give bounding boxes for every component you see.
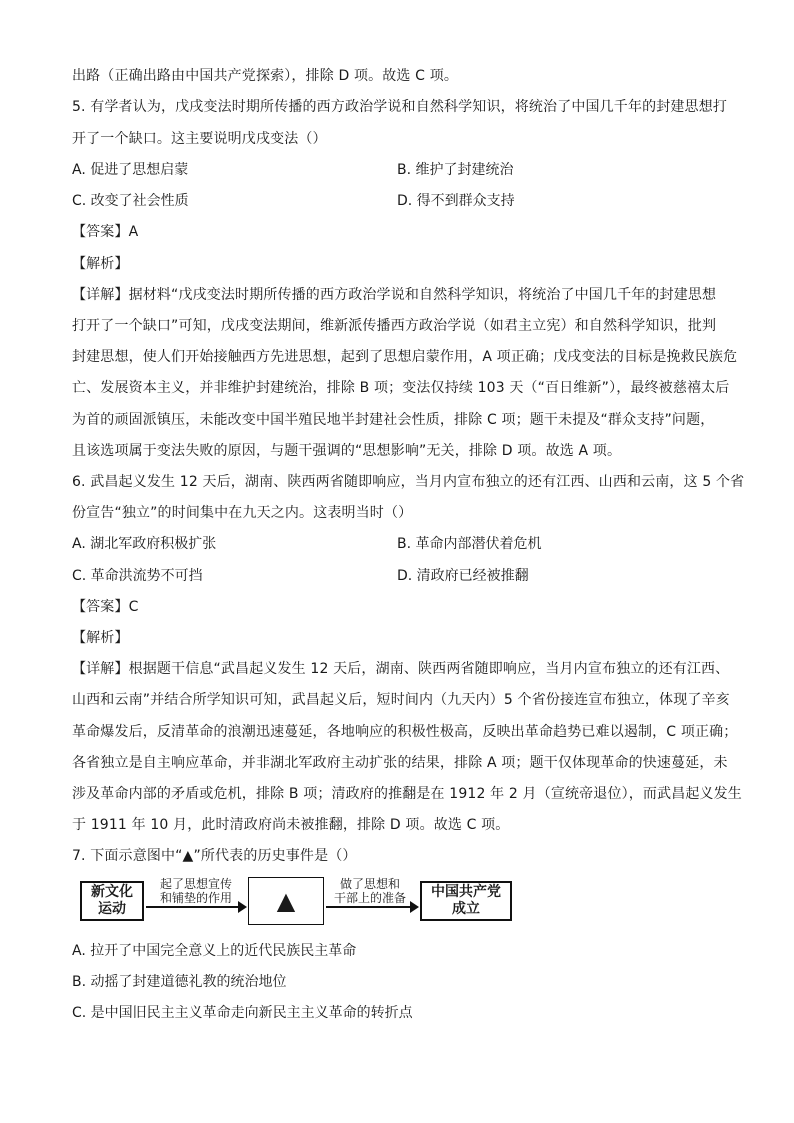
analysis-text: 为首的顽固派镇压，未能改变中国半殖民地半封建社会性质，排除 C 项；题干未提及“群众支持”问题，: [72, 412, 715, 428]
analysis-text: 打开了一个缺口”可知，戊戌变法期间，维新派传播西方政治学说（如君主立宪）和自然科学知识，批判: [72, 318, 717, 334]
option-a: A. 促进了思想启蒙: [72, 162, 189, 178]
option-b: B. 维护了封建统治: [397, 162, 514, 178]
arrow-label-text: 起了思想宣传: [159, 877, 232, 891]
diagram-box-ccp-founded: [420, 881, 512, 921]
option-d: D. 得不到群众支持: [397, 193, 515, 209]
analysis-label: 【解析】: [72, 256, 129, 272]
answer-label: 【答案】A: [72, 224, 139, 240]
question-stem: 7. 下面示意图中“▲”所代表的历史事件是（）: [72, 848, 357, 864]
option-c: C. 是中国旧民主主义革命走向新民主主义革命的转折点: [72, 1005, 413, 1021]
analysis-text: 于 1911 年 10 月，此时清政府尚未被推翻，排除 D 项。故选 C 项。: [72, 817, 510, 833]
arrow-right-icon: [146, 906, 240, 908]
arrow-label-text: 做了思想和: [339, 877, 400, 891]
answer-label: 【答案】C: [72, 599, 139, 615]
option-c: C. 改变了社会性质: [72, 193, 189, 209]
analysis-text: 各省独立是自主响应革命，并非湖北军政府主动扩张的结果，排除 A 项；题干仅体现革命的快速蔓延，未: [72, 755, 728, 771]
analysis-label: 【解析】: [72, 630, 129, 646]
analysis-text: 封建思想，使人们开始接触西方先进思想，起到了思想启蒙作用，A 项正确；戊戌变法的目标是挽救民族危: [72, 349, 738, 365]
option-a: A. 湖北军政府积极扩张: [72, 536, 217, 552]
arrow-label-text: 干部上的准备: [333, 891, 406, 905]
box-text: 新文化: [91, 884, 133, 900]
arrow-label: [150, 877, 242, 905]
triangle-icon: ▲: [276, 887, 296, 915]
diagram-box-unknown: [248, 877, 324, 925]
analysis-text: 【详解】根据题干信息“武昌起义发生 12 天后，湖南、陕西两省随即响应，当月内宣布独立的还有江西、: [72, 661, 730, 677]
arrow-label-text: 和铺垫的作用: [159, 891, 232, 905]
diagram-box-new-culture: [80, 881, 144, 921]
analysis-text: 革命爆发后，反清革命的浪潮迅速蔓延，各地响应的积极性极高，反映出革命趋势已难以遏制，C 项正确；: [72, 724, 738, 740]
question-stem: 6. 武昌起义发生 12 天后，湖南、陕西两省随即响应，当月内宣布独立的还有江西、山西和云南，这 5 个省: [72, 474, 745, 490]
box-text: 中国共产党: [431, 884, 501, 900]
question-stem: 5. 有学者认为，戊戌变法时期所传播的西方政治学说和自然科学知识，将统治了中国几千年的封建思想打: [72, 99, 728, 115]
option-b: B. 动摇了封建道德礼教的统治地位: [72, 974, 287, 990]
box-text: 运动: [98, 901, 126, 917]
analysis-text: 山西和云南”并结合所学知识可知，武昌起义后，短时间内（九天内）5 个省份接连宣布独立，体现了辛亥: [72, 692, 730, 708]
analysis-text: 且该选项属于变法失败的原因，与题干强调的“思想影响”无关，排除 D 项。故选 A 项。: [72, 443, 622, 459]
analysis-text: 涉及革命内部的矛盾或危机，排除 B 项；清政府的推翻是在 1912 年 2 月（宣统帝退位），而武昌起义发生: [72, 786, 742, 802]
arrow-right-icon: [326, 906, 412, 908]
option-c: C. 革命洪流势不可挡: [72, 568, 203, 584]
box-text: 成立: [452, 901, 480, 917]
arrow-label: [328, 877, 412, 905]
option-b: B. 革命内部潜伏着危机: [397, 536, 542, 552]
option-d: D. 清政府已经被推翻: [397, 568, 529, 584]
question-stem: 份宣告“独立”的时间集中在九天之内。这表明当时（）: [72, 505, 413, 521]
option-a: A. 拉开了中国完全意义上的近代民族民主革命: [72, 943, 357, 959]
question-stem: 开了一个缺口。这主要说明戊戌变法（）: [72, 131, 327, 147]
flow-diagram: [80, 875, 520, 927]
analysis-text: 【详解】据材料“戊戌变法时期所传播的西方政治学说和自然科学知识，将统治了中国几千年的封建思想: [72, 287, 717, 303]
analysis-text: 亡、发展资本主义，并非维护封建统治，排除 B 项；变法仅持续 103 天（“百日维新”），最终被慈禧太后: [72, 380, 730, 396]
text-line: 出路（正确出路由中国共产党探索），排除 D 项。故选 C 项。: [72, 68, 459, 84]
